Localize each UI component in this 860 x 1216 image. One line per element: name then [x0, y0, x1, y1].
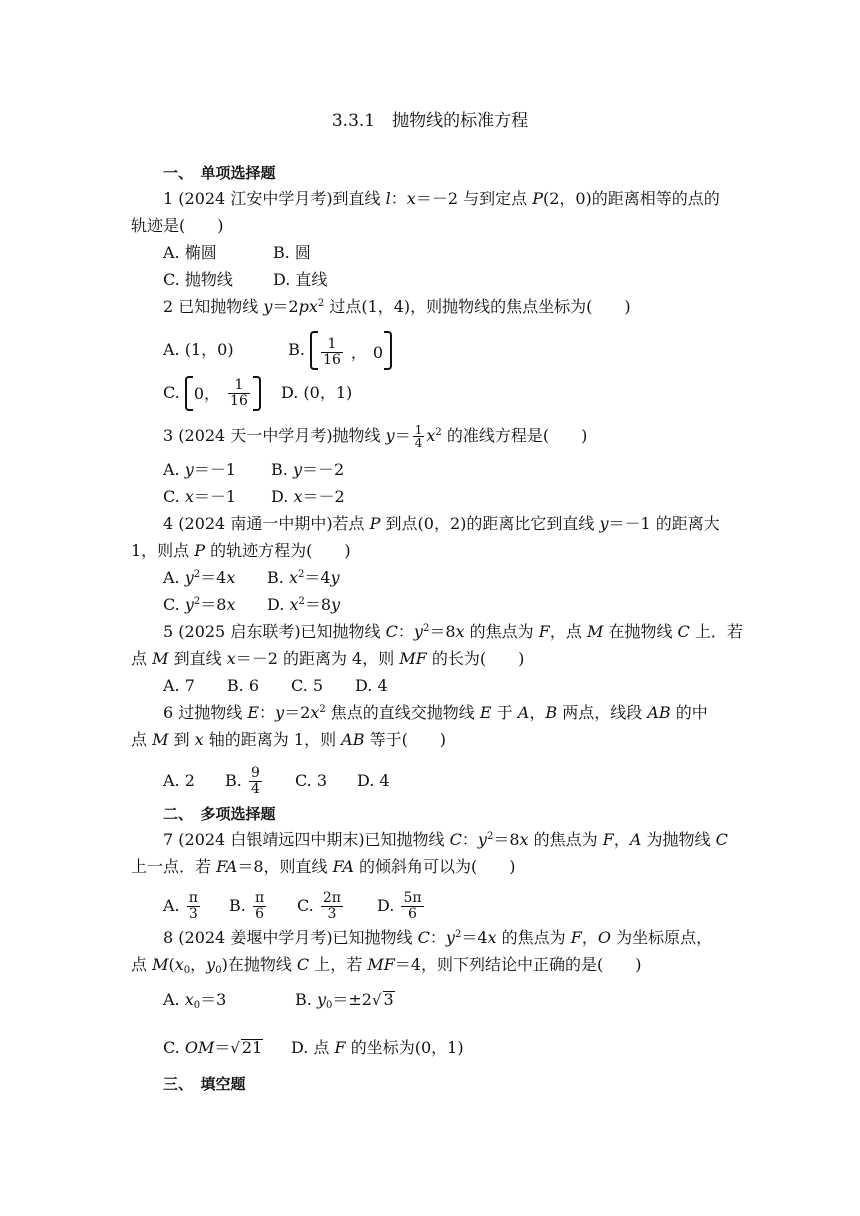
section-heading-multiple-choice: 二、 多项选择题 [163, 805, 276, 823]
q3-option-a: A. y＝－1 [163, 460, 236, 479]
q8-option-b: B. $y_0=\pm 2√$ 3 [295, 990, 394, 1011]
q7-option-d: D. $\frac{5\pi}{6}$ [377, 890, 422, 922]
question-5-options: A. 7 B. 6 C. 5 D. 4 [163, 676, 388, 695]
q1-option-a: A. 椭圆 [163, 243, 217, 262]
q2-option-a: A. (1，0) [163, 340, 234, 359]
q6-option-d: D. 4 [357, 771, 390, 790]
q2-option-c: C. 0， $\frac{1}{16}$ [163, 378, 281, 409]
question-1-options-row-1 [163, 243, 311, 263]
q1-option-d: D. 直线 [273, 270, 328, 289]
q2-option-b: B. $\frac{1}{16}$ ， 0 [288, 333, 392, 368]
q2-option-d: D. (0，1) [281, 383, 353, 402]
q3-option-b: B. y＝－2 [271, 460, 345, 479]
q4-option-c: C. $y^2=8x$ [163, 595, 236, 614]
q4-option-b: B. $x^2=4y$ [267, 568, 340, 587]
question-8-line-1: 8 (2024 姜堰中学月考)已知抛物线 C：$y^2=4x$ 的焦点为 F，O 为坐标原点， [163, 928, 713, 947]
question-8-options-row-1 [163, 990, 395, 1010]
q6-option-b: B. $\frac{9}{4}$ [225, 765, 260, 797]
question-1-line-1: 1 (2024 江安中学月考)到直线 l：x＝－2 与到定点 P(2，0)的距离相等的点的 [163, 189, 720, 208]
page-title: 3.3.1 抛物线的标准方程 [331, 111, 529, 131]
question-4-options-row-2 [163, 595, 340, 615]
question-8-line-2: 点 $M(x_0$，$y_0$)在抛物线 C 上，若 MF＝4，则下列结论中正确的是( ) [131, 955, 642, 976]
section-heading-single-choice: 一、 单项选择题 [163, 164, 276, 182]
question-4-line-2: 1，则点 P 的轨迹方程为( ) [131, 541, 351, 560]
q3-option-c: C. x＝－1 [163, 487, 237, 506]
question-7-line-1: 7 (2024 白银靖远四中期末)已知抛物线 C：$y^2=8x$ 的焦点为 F，A 为抛物线 C [163, 830, 728, 849]
q6-option-a: A. 2 [163, 771, 195, 790]
question-2-options-row-2 [163, 378, 352, 409]
question-6-line-2: 点 M 到 x 轴的距离为 1，则 AB 等于( ) [131, 730, 447, 749]
q7-option-c: C. $\frac{2\pi}{3}$ [297, 890, 341, 922]
question-6-line-1: 6 过抛物线 E：$y=2x^2$ 焦点的直线交抛物线 E 于 A，B 两点，线段 AB 的中 [163, 703, 708, 722]
question-3-stem: 3 (2024 天一中学月考)抛物线 y＝ $\frac{1}{4}$ $x^2$ 的准线方程是( ) [163, 423, 588, 450]
section-heading-fill-in: 三、 填空题 [163, 1075, 246, 1093]
q1-option-b: B. 圆 [273, 243, 311, 262]
q8-option-c: C. OM＝√ 21 [163, 1038, 263, 1057]
question-6-options [163, 766, 390, 797]
q8-option-a: A. $x_0=3$ [163, 990, 227, 1011]
question-3-options-row-1 [163, 460, 344, 480]
question-5-line-1: 5 (2025 启东联考)已知抛物线 C：$y^2=8x$ 的焦点为 F，点 M 在抛物线 C 上．若 [163, 622, 743, 641]
question-4-options-row-1 [163, 568, 340, 588]
q8-option-d: D. 点 F 的坐标为(0，1) [291, 1038, 464, 1057]
q4-option-a: A. $y^2=4x$ [163, 568, 236, 587]
question-3-options-row-2 [163, 487, 345, 507]
q3-option-d: D. x＝－2 [271, 487, 345, 506]
q1-option-c: C. 抛物线 [163, 270, 233, 289]
question-8-options-row-2 [163, 1038, 464, 1058]
q7-option-b: B. $\frac{\pi}{6}$ [229, 890, 265, 922]
question-2-options-row-1 [163, 333, 392, 368]
question-4-line-1: 4 (2024 南通一中期中)若点 P 到点(0，2)的距离比它到直线 y＝－1 的距离大 [163, 514, 720, 533]
q7-option-a: A. $\frac{\pi}{3}$ [163, 890, 198, 922]
q4-option-d: D. $x^2=8y$ [267, 595, 341, 614]
question-1-options-row-2 [163, 270, 327, 290]
question-7-options [163, 891, 426, 922]
question-5-line-2: 点 M 到直线 x＝－2 的距离为 4，则 MF 的长为( ) [131, 649, 525, 668]
question-2-stem: 2 已知抛物线 $y=2px^2$ 过点(1，4)，则抛物线的焦点坐标为( ) [163, 297, 631, 316]
q6-option-c: C. 3 [295, 771, 328, 790]
question-1-line-2: 轨迹是( ) [131, 216, 224, 235]
question-7-line-2: 上一点．若 FA＝8，则直线 FA 的倾斜角可以为( ) [131, 857, 516, 876]
